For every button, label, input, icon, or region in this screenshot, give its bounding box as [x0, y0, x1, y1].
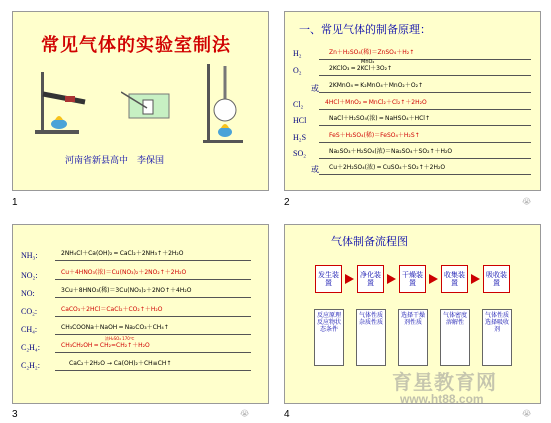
flow-detail-absorption: 气体性质选择吸收剂: [482, 309, 512, 366]
equation-c2h4: CH₃CH₂OH ═ CH₂=CH₂↑＋H₂O: [61, 342, 150, 349]
row-divider: [55, 260, 251, 261]
row-divider: [55, 334, 251, 335]
equation-no: 3Cu＋8HNO₃(稀)＝3Cu(NO₃)₂＋2NO↑＋4H₂O: [61, 287, 192, 294]
equation-so2-cu: Cu＋2H₂SO₄(浓) ═ CuSO₄＋SO₂↑＋2H₂O: [329, 164, 446, 171]
slide-number-2: 2: [284, 197, 290, 208]
slide-thumbnail-2[interactable]: [284, 11, 541, 191]
row-divider: [319, 142, 531, 143]
flow-detail-generation: 反应原理反应物状态条件: [314, 309, 344, 366]
row-divider: [55, 370, 251, 371]
row-divider: [55, 352, 251, 353]
row-divider: [319, 174, 531, 175]
slide-thumbnail-1[interactable]: [12, 11, 269, 191]
row-divider: [55, 279, 251, 280]
label-c2h4: C₂H₄:: [21, 343, 40, 352]
slide-heading: 一、常见气体的制备原理：: [299, 23, 431, 36]
flow-step-absorption: 吸收装置: [483, 265, 510, 293]
label-cl2: Cl₂: [293, 100, 304, 109]
slide-transition-icon: 😭: [240, 409, 250, 418]
row-divider: [319, 125, 531, 126]
equation-nh3: 2NH₄Cl＋Ca(OH)₂ ═ CaCl₂＋2NH₃↑＋2H₂O: [61, 250, 184, 257]
row-divider: [55, 316, 251, 317]
distillation-apparatus-image-right: [203, 62, 253, 144]
label-or-1: 或: [311, 84, 319, 93]
row-divider: [55, 297, 251, 298]
slide-number-3: 3: [12, 409, 18, 420]
label-h2s: H₂S: [293, 133, 307, 142]
watermark-logo-text: 育星教育网: [392, 370, 497, 394]
label-h2: H₂: [293, 49, 302, 58]
equation-ch4: CH₃COONa＋NaOH ═ Na₂CO₃＋CH₄↑: [61, 324, 169, 331]
label-co2: CO₂:: [21, 307, 38, 316]
equation-co2: CaCO₃＋2HCl＝CaCl₂＋CO₂↑＋H₂O: [61, 306, 163, 313]
label-no2: NO₂:: [21, 271, 38, 280]
row-divider: [319, 158, 531, 159]
row-divider: [319, 109, 531, 110]
slide-number-1: 1: [12, 197, 18, 208]
flow-arrow-icon: [387, 274, 396, 284]
label-so2: SO₂: [293, 149, 307, 158]
watermark-url: www.ht88.com: [400, 392, 484, 406]
flow-detail-collection: 气体密度溶解性: [440, 309, 470, 366]
equation-no2: Cu＋4HNO₃(浓)＝Cu(NO₃)₂＋2NO₂↑＋2H₂O: [61, 269, 187, 276]
equation-o2-kclo3: 2KClO₃ ═ 2KCl＋3O₂↑: [329, 65, 393, 72]
flow-arrow-icon: [471, 274, 480, 284]
flow-step-drying: 干燥装置: [399, 265, 426, 293]
slide-transition-icon: 😭: [522, 409, 532, 418]
row-divider: [319, 75, 531, 76]
equation-c2h2: CaC₂＋2H₂O → Ca(OH)₂＋CH≡CH↑: [69, 360, 172, 367]
flow-step-generation: 发生装置: [315, 265, 342, 293]
label-hcl: HCl: [293, 116, 307, 125]
condition-mno2: MnO₂: [361, 59, 375, 65]
gas-collection-image-middle: [121, 88, 171, 124]
author-line: 河南省新县高中 李保国: [65, 156, 165, 166]
label-nh3: NH₃:: [21, 251, 38, 260]
equation-hcl: NaCl＋H₂SO₄(浓) ═ NaHSO₄＋HCl↑: [329, 115, 430, 122]
label-ch4: CH₄:: [21, 325, 38, 334]
equation-h2s: FeS＋H₂SO₄(稀)＝FeSO₄＋H₂S↑: [329, 132, 420, 139]
row-divider: [319, 59, 531, 60]
slide-title: 常见气体的实验室制法: [41, 35, 231, 56]
flow-detail-purification: 气体性质杂质性质: [356, 309, 386, 366]
equation-h2: Zn＋H₂SO₄(稀)＝ZnSO₄＋H₂↑: [329, 49, 415, 56]
slide-transition-icon: 😭: [522, 197, 532, 206]
label-c2h2: C₂H₂:: [21, 361, 40, 370]
equation-so2-na2so3: Na₂SO₃＋H₂SO₄(浓)＝Na₂SO₄＋SO₂↑＋H₂O: [329, 148, 453, 155]
flow-step-collection: 收集装置: [441, 265, 468, 293]
label-no: NO:: [21, 289, 35, 298]
flow-arrow-icon: [429, 274, 438, 284]
slide-title: 气体制备流程图: [331, 235, 408, 248]
lab-apparatus-image-left: [35, 68, 90, 136]
equation-o2-kmno4: 2KMnO₄ ═ K₂MnO₄＋MnO₂＋O₂↑: [329, 82, 423, 89]
flow-detail-drying: 选择干燥剂性质: [398, 309, 428, 366]
flow-arrow-icon: [345, 274, 354, 284]
flow-step-purification: 净化装置: [357, 265, 384, 293]
row-divider: [319, 92, 531, 93]
slide-thumbnail-3[interactable]: [12, 224, 269, 404]
label-o2: O₂: [293, 66, 302, 75]
equation-cl2: 4HCl＋MnO₂ ═ MnCl₂＋Cl₂↑＋2H₂O: [325, 99, 427, 106]
label-or-2: 或: [311, 165, 319, 174]
condition-c2h4: 浓H₂SO₄ 170℃: [105, 336, 135, 341]
slide-number-4: 4: [284, 409, 290, 420]
